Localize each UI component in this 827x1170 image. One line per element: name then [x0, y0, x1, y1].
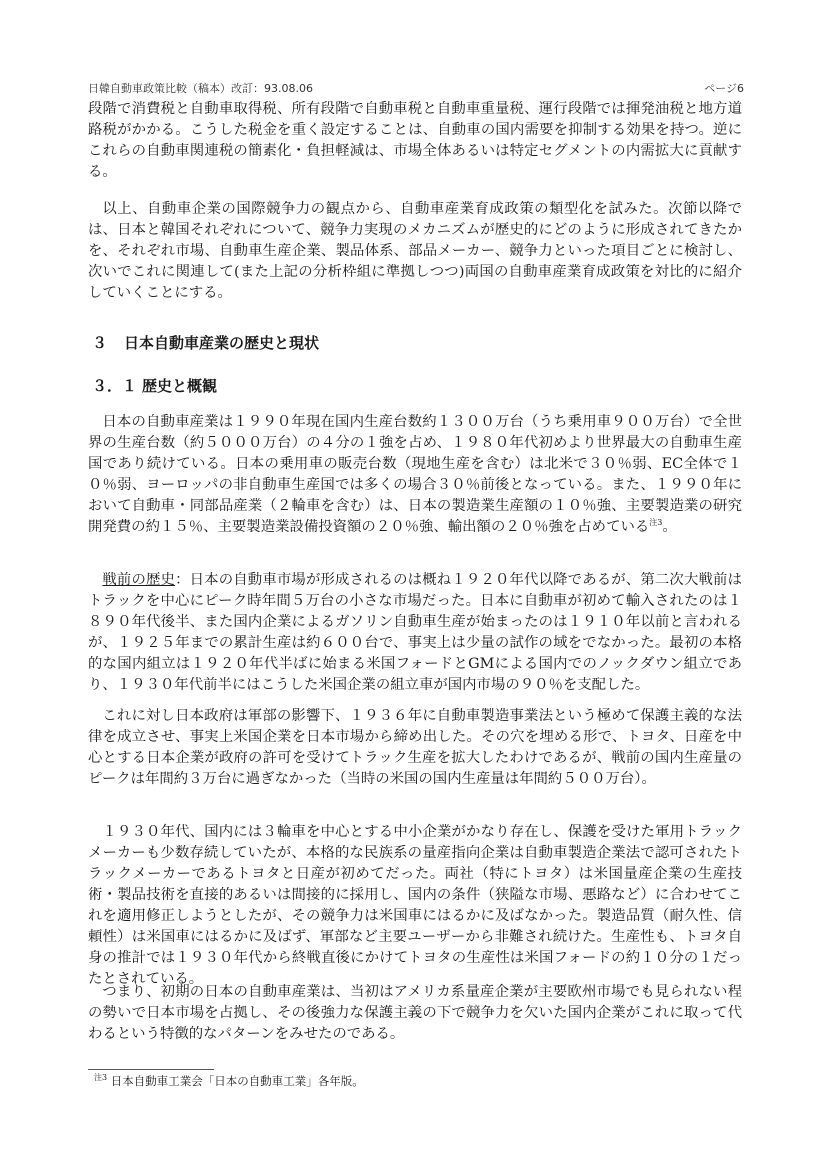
- subsection-heading-3-1: [92, 376, 217, 396]
- header-page-number: ページ6: [704, 82, 744, 95]
- paragraph-tax: 段階で消費税と自動車取得税、所有段階で自動車税と自動車重量税、運行段階では揮発油税と地方道路税がかかる。こうした税金を重く設定することは、自動車の国内需要を抑制する効果を持つ。逆にこれらの自動車関連税の簡素化・負担軽減は、市場全体あるいは特定セグメントの内需拡大に貢献する。: [88, 101, 742, 180]
- subsection-number: ３．１: [92, 377, 138, 395]
- overview-text: 日本の自動車産業は１９９０年現在国内生産台数約１３００万台（うち乗用車９００万台）で全世界の生産台数（約５０００万台）の４分の１強を占め、１９８０年代初めより世界最大の自動車生産国であり続けている。日本の乗用車の販売台数（現地生産を含む）は北米で３０％弱、EC全体で１０％弱、ヨーロッパの非自動車生産国では多くの場合３０％前後となっている。また、１９９０年において自動車・同部品産業（２輪車を含む）は、日本の製造業生産額の１０％強、主要製造業の研究開発費の約１５％、主要製造業設備投資額の２０％強、輸出額の２０％強を占めている: [88, 414, 742, 535]
- footnote-text: 日本自動車工業会「日本の自動車工業」各年版。: [110, 1074, 364, 1088]
- section-number: ３: [92, 334, 108, 352]
- header-doc-title: 日韓自動車政策比較（稿本）改訂：93.08.06: [88, 82, 313, 95]
- page-header: [88, 80, 744, 96]
- paragraph-conclusion: つまり、初期の日本の自動車産業は、当初はアメリカ系量産企業が主要欧州市場でも見られない程の勢いで日本市場を占拠し、その後強力な保護主義の下で競争力を欠いた国内企業がこれに取って代わるという特徴的なパターンをみせたのである。: [88, 984, 742, 1042]
- footnote-divider: [88, 1069, 214, 1070]
- footnote-mark: 注3: [94, 1073, 108, 1083]
- overview-end: 。: [662, 519, 677, 535]
- footnote: [94, 1073, 364, 1089]
- section-title: 日本自動車産業の歴史と現状: [124, 334, 320, 352]
- footnote-ref: 注3: [649, 518, 663, 528]
- prewar-lead: 戦前の歴史: [102, 572, 176, 588]
- prewar-text: ：日本の自動車市場が形成されるのは概ね１９２０年代以降であるが、第二次大戦前はトラックを中心にピーク時年間５万台の小さな市場だった。日本に自動車が初めて輸入されたのは１８９０年代後半、また国内企業によるガソリン自動車生産が始まったのは１９１０年以前と言われるが、１９２５年までの累計生産は約６００台で、事実上は少量の試作の域をでなかった。最初の本格的な国内組立は１９２０年代半ばに始まる米国フォードとGMによる国内でのノックダウン組立であり、１９３０年代前半にはこうした米国企業の組立車が国内市場の９０％を支配した。: [88, 572, 742, 693]
- paragraph-prewar: [88, 570, 742, 696]
- section-heading-3: [92, 333, 319, 353]
- paragraph-summary: 以上、自動車企業の国際競争力の観点から、自動車産業育成政策の類型化を試みた。次節以降では、日本と韓国それぞれについて、競争力実現のメカニズムが歴史的にどのように形成されてきたかを、それぞれ市場、自動車生産企業、製品体系、部品メーカー、競争力といった項目ごとに検討し、次いでこれに関連して(また上記の分析枠組に準拠しつつ)両国の自動車産業育成政策を対比的に紹介していくことにする。: [88, 201, 742, 301]
- paragraph-1930s: １９３０年代、国内には３輪車を中心とする中小企業がかなり存在し、保護を受けた軍用トラックメーカーも少数存続していたが、本格的な民族系の量産指向企業は自動車製造企業法で認可されたトラックメーカーであるトヨタと日産が初めてだった。両社（特にトヨタ）は米国量産企業の生産技術・製品技術を直接的あるいは間接的に採用し、国内の条件（狭隘な市場、悪路など）に合わせてこれを適用修正しようとしたが、その競争力は米国車にはるかに及ばなかった。製造品質（耐久性、信頼性）は米国車にはるかに及ばず、軍部など主要ユーザーから非難され続けた。生産性も、トヨタ自身の推計では１９３０年代から終戦直後にかけてトヨタの生産性は米国フォードの約１０分の１だったとされている。: [88, 824, 742, 987]
- subsection-title: 歴史と概観: [142, 377, 218, 395]
- paragraph-overview: [88, 412, 742, 538]
- paragraph-protection: これに対し日本政府は軍部の影響下、１９３６年に自動車製造事業法という極めて保護主義的な法律を成立させ、事実上米国企業を日本市場から締め出した。その穴を埋める形で、トヨタ、日産を中心とする日本企業が政府の許可を受けてトラック生産を拡大したわけであるが、戦前の国内生産量のピークは年間約３万台に過ぎなかった（当時の米国の国内生産量は年間約５００万台）。: [88, 708, 742, 787]
